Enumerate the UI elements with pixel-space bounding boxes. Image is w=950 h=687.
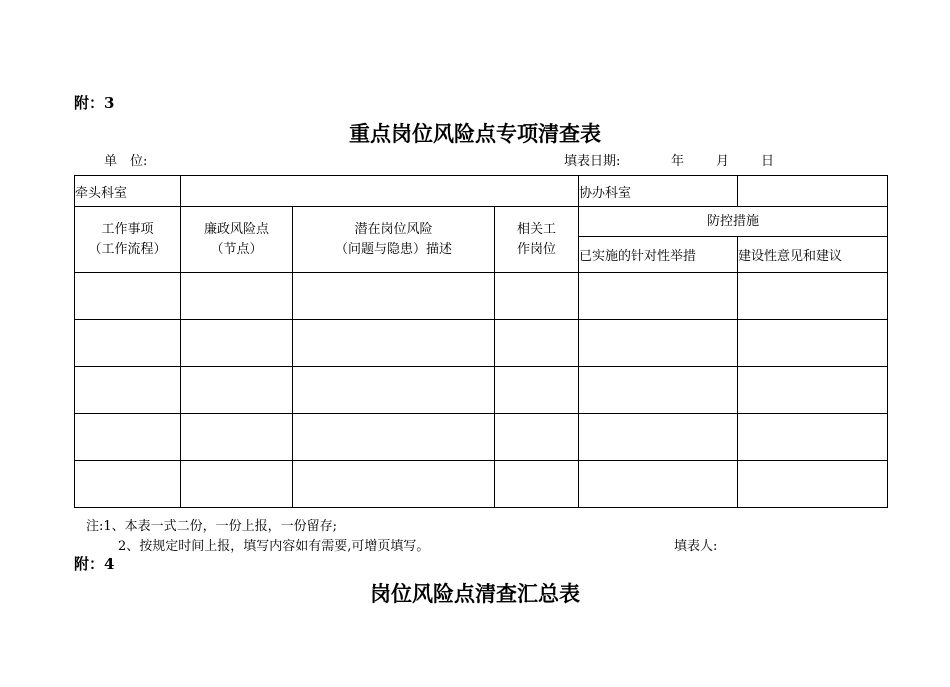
note-1: 注:1、本表一式二份，一份上报，一份留存; [86,519,338,534]
cell-suggestions[interactable] [738,320,888,367]
header-work-item-line1: 工作事项 [101,221,154,237]
note-2: 2、按规定时间上报，填写内容如有需要,可增页填写。 [118,539,430,554]
cell-related-post[interactable] [495,320,579,367]
header-related-post-line2: 作岗位 [517,241,557,257]
cell-potential-risk[interactable] [293,414,495,461]
attachment-4-label: 附：4 [74,555,115,573]
cell-implemented[interactable] [579,414,738,461]
header-related-post [495,207,579,273]
cell-work-item[interactable] [75,367,181,414]
summary-title: 岗位风险点清查汇总表 [370,581,580,606]
cell-potential-risk[interactable] [293,320,495,367]
lead-dept-label: 牵头科室 [75,176,181,207]
date-label: 填表日期: [564,154,621,169]
cell-implemented[interactable] [579,273,738,320]
cell-potential-risk[interactable] [293,367,495,414]
cell-suggestions[interactable] [738,414,888,461]
cell-work-item[interactable] [75,414,181,461]
header-potential-risk-line1: 潜在岗位风险 [354,221,433,237]
cell-related-post[interactable] [495,273,579,320]
cell-work-item[interactable] [75,273,181,320]
header-work-item-line2: （工作流程） [88,241,167,257]
assist-dept-value[interactable] [738,176,888,207]
header-suggestions: 建设性意见和建议 [738,237,888,273]
cell-risk-point[interactable] [181,273,293,320]
cell-suggestions[interactable] [738,461,888,508]
header-risk-point [181,207,293,273]
cell-work-item[interactable] [75,461,181,508]
cell-implemented[interactable] [579,461,738,508]
header-related-post-line1: 相关工 [517,221,557,237]
cell-risk-point[interactable] [181,367,293,414]
header-risk-point-line2: （节点） [210,241,263,257]
unit-label: 单 位: [104,154,148,169]
day-label: 日 [761,154,775,169]
table-row [75,414,888,461]
cell-implemented[interactable] [579,320,738,367]
cell-related-post[interactable] [495,414,579,461]
assist-dept-label: 协办科室 [579,176,738,207]
cell-suggestions[interactable] [738,367,888,414]
cell-suggestions[interactable] [738,273,888,320]
cell-potential-risk[interactable] [293,273,495,320]
header-risk-point-line1: 廉政风险点 [203,221,269,237]
year-label: 年 [671,154,685,169]
month-label: 月 [716,154,730,169]
header-prevention: 防控措施 [579,207,888,237]
risk-check-table [74,175,888,508]
cell-risk-point[interactable] [181,320,293,367]
table-row [75,461,888,508]
header-work-item [75,207,181,273]
header-implemented: 已实施的针对性举措 [579,237,738,273]
lead-dept-value[interactable] [181,176,579,207]
cell-risk-point[interactable] [181,414,293,461]
cell-potential-risk[interactable] [293,461,495,508]
cell-implemented[interactable] [579,367,738,414]
header-potential-risk [293,207,495,273]
cell-related-post[interactable] [495,461,579,508]
table-row [75,367,888,414]
cell-related-post[interactable] [495,367,579,414]
cell-risk-point[interactable] [181,461,293,508]
header-potential-risk-line2: （问题与隐患）描述 [334,241,452,257]
table-row [75,273,888,320]
form-title: 重点岗位风险点专项清查表 [349,121,601,146]
cell-work-item[interactable] [75,320,181,367]
attachment-3-label: 附：3 [74,94,115,112]
filler-label: 填表人: [674,539,718,554]
table-row [75,320,888,367]
